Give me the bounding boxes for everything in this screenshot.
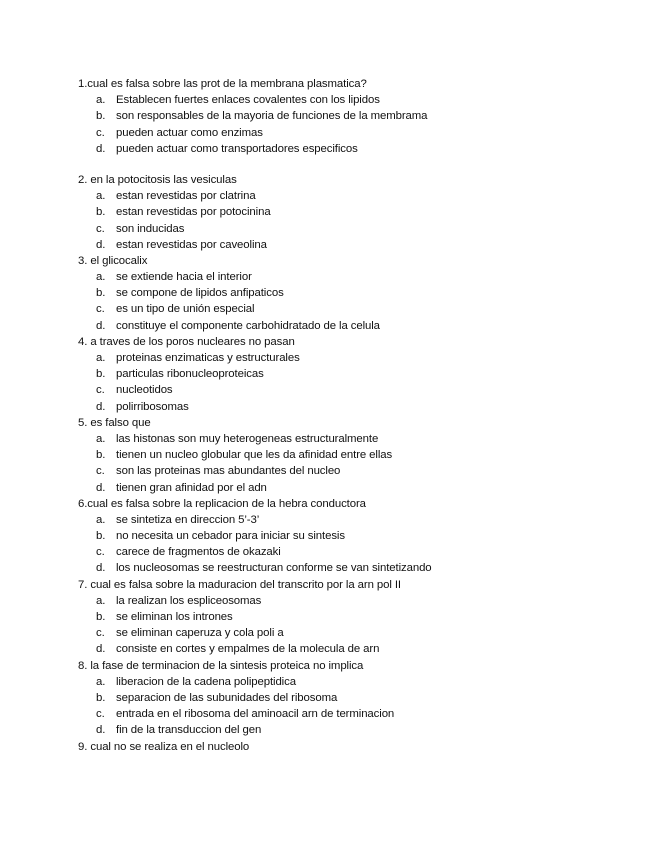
option-letter: d. — [96, 643, 106, 656]
option-letter: b. — [96, 449, 106, 462]
option-letter: a. — [96, 271, 106, 284]
option-letter: b. — [96, 287, 106, 300]
option-b — [78, 204, 638, 220]
option-d — [78, 722, 638, 738]
option-text: particulas ribonucleoproteicas — [116, 368, 264, 381]
option-letter: b. — [96, 368, 106, 381]
option-letter: c. — [96, 303, 105, 316]
option-text: la realizan los espliceosomas — [116, 594, 262, 607]
option-c — [78, 221, 638, 237]
document-page — [78, 76, 638, 755]
option-letter: c. — [96, 126, 105, 139]
option-d — [78, 480, 638, 496]
option-list — [78, 350, 638, 415]
option-c — [78, 463, 638, 479]
question-text: 5. es falso que — [78, 416, 151, 429]
option-text: se compone de lipidos anfipaticos — [116, 287, 284, 300]
option-text: no necesita un cebador para iniciar su sintesis — [116, 530, 345, 543]
option-text: consiste en cortes y empalmes de la molecula de arn — [116, 643, 380, 656]
option-letter: a. — [96, 513, 106, 526]
option-letter: a. — [96, 432, 106, 445]
option-text: tienen gran afinidad por el adn — [116, 481, 267, 494]
option-a — [78, 674, 638, 690]
option-b — [78, 447, 638, 463]
option-letter: c. — [96, 627, 105, 640]
option-letter: d. — [96, 319, 106, 332]
option-text: son las proteinas mas abundantes del nucleo — [116, 465, 341, 478]
option-list — [78, 188, 638, 253]
option-letter: d. — [96, 481, 106, 494]
option-text: proteinas enzimaticas y estructurales — [116, 352, 300, 364]
option-list — [78, 593, 638, 658]
option-a — [78, 92, 638, 108]
option-text: Establecen fuertes enlaces covalentes con los lipidos — [116, 94, 380, 107]
option-b — [78, 285, 638, 301]
question-4 — [78, 334, 638, 415]
option-d — [78, 641, 638, 657]
option-d — [78, 237, 638, 253]
option-text: los nucleosomas se reestructuran conforme se van sintetizando — [116, 562, 432, 575]
option-d — [78, 318, 638, 334]
option-b — [78, 609, 638, 625]
option-letter: b. — [96, 530, 106, 543]
option-c — [78, 706, 638, 722]
option-text: carece de fragmentos de okazaki — [116, 546, 281, 559]
option-letter: c. — [96, 546, 105, 559]
option-a — [78, 269, 638, 285]
option-letter: d. — [96, 400, 106, 413]
option-letter: a. — [96, 352, 106, 364]
option-a — [78, 350, 638, 366]
option-text: estan revestidas por caveolina — [116, 238, 267, 251]
question-8 — [78, 658, 638, 739]
option-text: se eliminan caperuza y cola poli a — [116, 627, 284, 640]
option-letter: a. — [96, 190, 106, 203]
option-text: se eliminan los intrones — [116, 611, 233, 623]
option-letter: c. — [96, 222, 105, 235]
option-letter: c. — [96, 465, 105, 478]
option-text: tienen un nucleo globular que les da afinidad entre ellas — [116, 449, 393, 462]
option-c — [78, 625, 638, 641]
option-letter: d. — [96, 238, 106, 251]
option-c — [78, 382, 638, 398]
option-list — [78, 92, 638, 157]
question-6 — [78, 496, 638, 577]
option-d — [78, 560, 638, 576]
option-text: estan revestidas por potocinina — [116, 206, 271, 219]
question-text: 3. el glicocalix — [78, 254, 148, 267]
option-text: son inducidas — [116, 222, 185, 235]
question-text: 6.cual es falsa sobre la replicacion de la hebra conductora — [78, 497, 366, 510]
option-letter: b. — [96, 691, 106, 704]
option-letter: a. — [96, 675, 106, 688]
option-letter: d. — [96, 562, 106, 575]
option-c — [78, 125, 638, 141]
option-letter: d. — [96, 142, 106, 155]
option-letter: d. — [96, 724, 106, 737]
option-text: las histonas son muy heterogeneas estructuralmente — [116, 432, 379, 445]
spacer — [78, 157, 638, 172]
option-c — [78, 301, 638, 317]
option-letter: b. — [96, 110, 106, 123]
option-list — [78, 269, 638, 334]
question-5 — [78, 415, 638, 496]
option-b — [78, 108, 638, 124]
option-text: fin de la transduccion del gen — [116, 724, 262, 737]
option-text: nucleotidos — [116, 384, 173, 397]
option-a — [78, 512, 638, 528]
option-list — [78, 674, 638, 739]
option-text: estan revestidas por clatrina — [116, 190, 256, 203]
question-text: 8. la fase de terminacion de la sintesis proteica no implica — [78, 659, 364, 672]
question-text: 2. en la potocitosis las vesiculas — [78, 173, 237, 186]
option-b — [78, 528, 638, 544]
question-1 — [78, 76, 638, 157]
option-b — [78, 690, 638, 706]
option-text: constituye el componente carbohidratado de la celula — [116, 319, 380, 332]
question-text: 1.cual es falsa sobre las prot de la membrana plasmatica? — [78, 78, 367, 90]
option-a — [78, 431, 638, 447]
option-text: pueden actuar como transportadores especificos — [116, 142, 358, 155]
option-letter: c. — [96, 384, 105, 397]
option-c — [78, 544, 638, 560]
option-a — [78, 593, 638, 609]
question-9 — [78, 739, 638, 755]
question-text: 7. cual es falsa sobre la maduracion del transcrito por la arn pol II — [78, 578, 401, 591]
option-text: es un tipo de unión especial — [116, 303, 255, 316]
option-list — [78, 431, 638, 496]
option-a — [78, 188, 638, 204]
option-text: se sintetiza en direccion 5’-3’ — [116, 513, 260, 526]
option-letter: b. — [96, 206, 106, 219]
question-3 — [78, 253, 638, 334]
option-text: entrada en el ribosoma del aminoacil arn de terminacion — [116, 708, 395, 721]
option-b — [78, 366, 638, 382]
option-list — [78, 512, 638, 577]
option-text: se extiende hacia el interior — [116, 271, 252, 284]
option-d — [78, 399, 638, 415]
question-2 — [78, 172, 638, 253]
question-text: 9. cual no se realiza en el nucleolo — [78, 740, 250, 753]
question-text: 4. a traves de los poros nucleares no pasan — [78, 335, 295, 348]
option-text: liberacion de la cadena polipeptidica — [116, 675, 296, 688]
question-7 — [78, 577, 638, 658]
option-letter: b. — [96, 611, 106, 623]
option-letter: c. — [96, 708, 105, 721]
option-d — [78, 141, 638, 157]
option-text: separacion de las subunidades del ribosoma — [116, 691, 338, 704]
option-text: pueden actuar como enzimas — [116, 126, 263, 139]
option-text: son responsables de la mayoria de funciones de la membrama — [116, 110, 428, 123]
option-letter: a. — [96, 94, 106, 107]
option-text: polirribosomas — [116, 400, 189, 413]
option-letter: a. — [96, 594, 106, 607]
